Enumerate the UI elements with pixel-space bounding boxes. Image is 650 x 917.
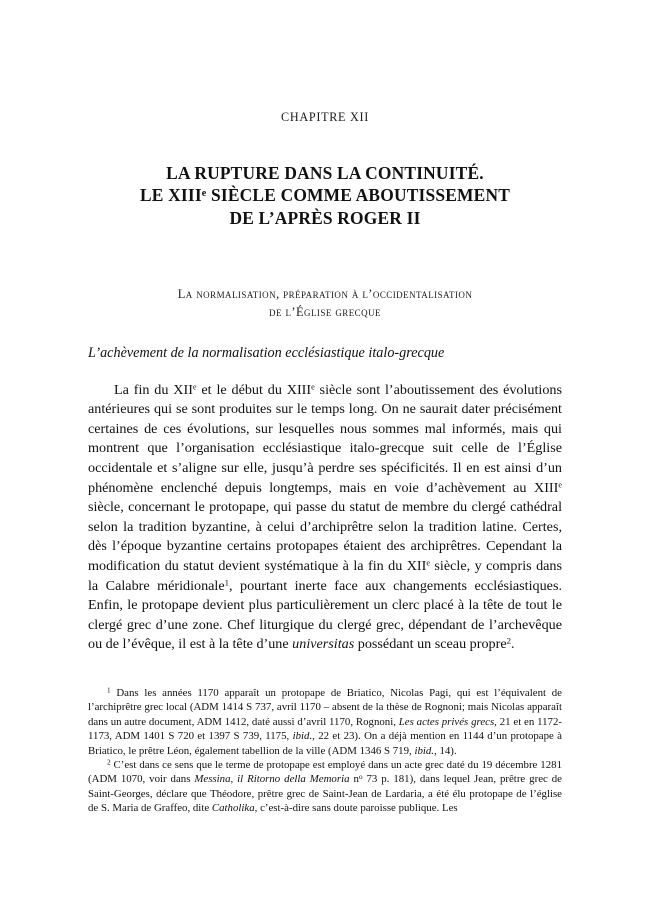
title-line-1: LA RUPTURE DANS LA CONTINUITÉ. <box>166 163 484 183</box>
footnote-block <box>88 686 562 816</box>
body-text <box>88 381 562 655</box>
sub-heading: L’achèvement de la normalisation ecclésiastique italo-grecque <box>88 344 445 361</box>
title-line-3: DE L’APRÈS ROGER II <box>229 207 421 228</box>
chapter-label: CHAPITRE XII <box>281 110 369 124</box>
section-heading <box>88 286 562 321</box>
body-paragraph: La fin du XIIe et le début du XIIIe siècle sont l’aboutissement des évolutions antérieures qui se sont produites sur le temps long. On ne saurait dater précisément certaines de ces évolutions, sur lesquelles nous sommes mal informés, mais qui montrent que l’organisation ecclésiastique italo-grecque suit celle de l’Église occidentale et s’aligne sur elle, jusqu’à perdre ses spécificités. Il en est ainsi d’un phénomène enclenché depuis longtemps, mais en voie d’achèvement au XIIIe siècle, concernant le protopape, qui passe du statut de membre du clergé cathédral selon la tradition byzantine, à celui d’archiprêtre selon la tradition latine. Certes, dès l’époque byzantine certains protopapes étaient des archiprêtres. Cependant la modification du statut devient systématique à la fin du XIIe siècle, y compris dans la Calabre méridionale$^1$, pourtant inerte face aux changements ecclésiastiques. Enfin, le protopape devient plus particulièrement un clerc placé à la tête de tout le clergé grec d’une zone. Chef liturgique du clergé grec, dépendant de l’archevêque ou de l’évêque, il est à la tête d’une universitas possédant un sceau propre$^2$. <box>88 381 562 653</box>
footnote-2: $^2$ C’est dans ce sens que le terme de protopape est employé dans un acte grec daté du 19 décembre 1281 (ADM 1070, voir dans Messina, il Ritorno della Memoria $n^o$ 73 p. 181), dans lequel Jean, prêtre grec de Saint-Georges, déclare que Théodore, prêtre grec de Saint-Jean de Lardaria, a été élu protopape de l’église de S. Maria de Graffeo, dite Catholika, c’est-à-dire sans doute paroisse publique. Les <box>88 758 562 815</box>
page-title <box>88 162 562 229</box>
footnote-1: $^1$ Dans les années 1170 apparaît un protopape de Briatico, Nicolas Pagi, qui est l’équivalent de l’archiprêtre grec local (ADM 1414 S 737, avril 1170 – absent de la thèse de Rognoni; mais Nicolas apparaît dans un autre document, ADM 1412, daté aussi d’avril 1170, Rognoni, Les actes privés grecs, 21 et en 1172-1173, ADM 1401 S 720 et 1397 S 739, 1175, ibid., 22 et 23). On a déjà mention en 1144 d’un protopape à Briatico, le prêtre Léon, également tabellion de la ville (ADM 1346 S 719, ibid., 14). <box>88 686 562 757</box>
section-heading-line-1: La normalisation, préparation à l’occidentalisation <box>177 287 473 302</box>
section-heading-line-2: de l’Église grecque <box>269 304 381 319</box>
text-block <box>88 0 562 816</box>
title-line-2: LE XIIIe SIÈCLE COMME ABOUTISSEMENT <box>139 185 511 206</box>
